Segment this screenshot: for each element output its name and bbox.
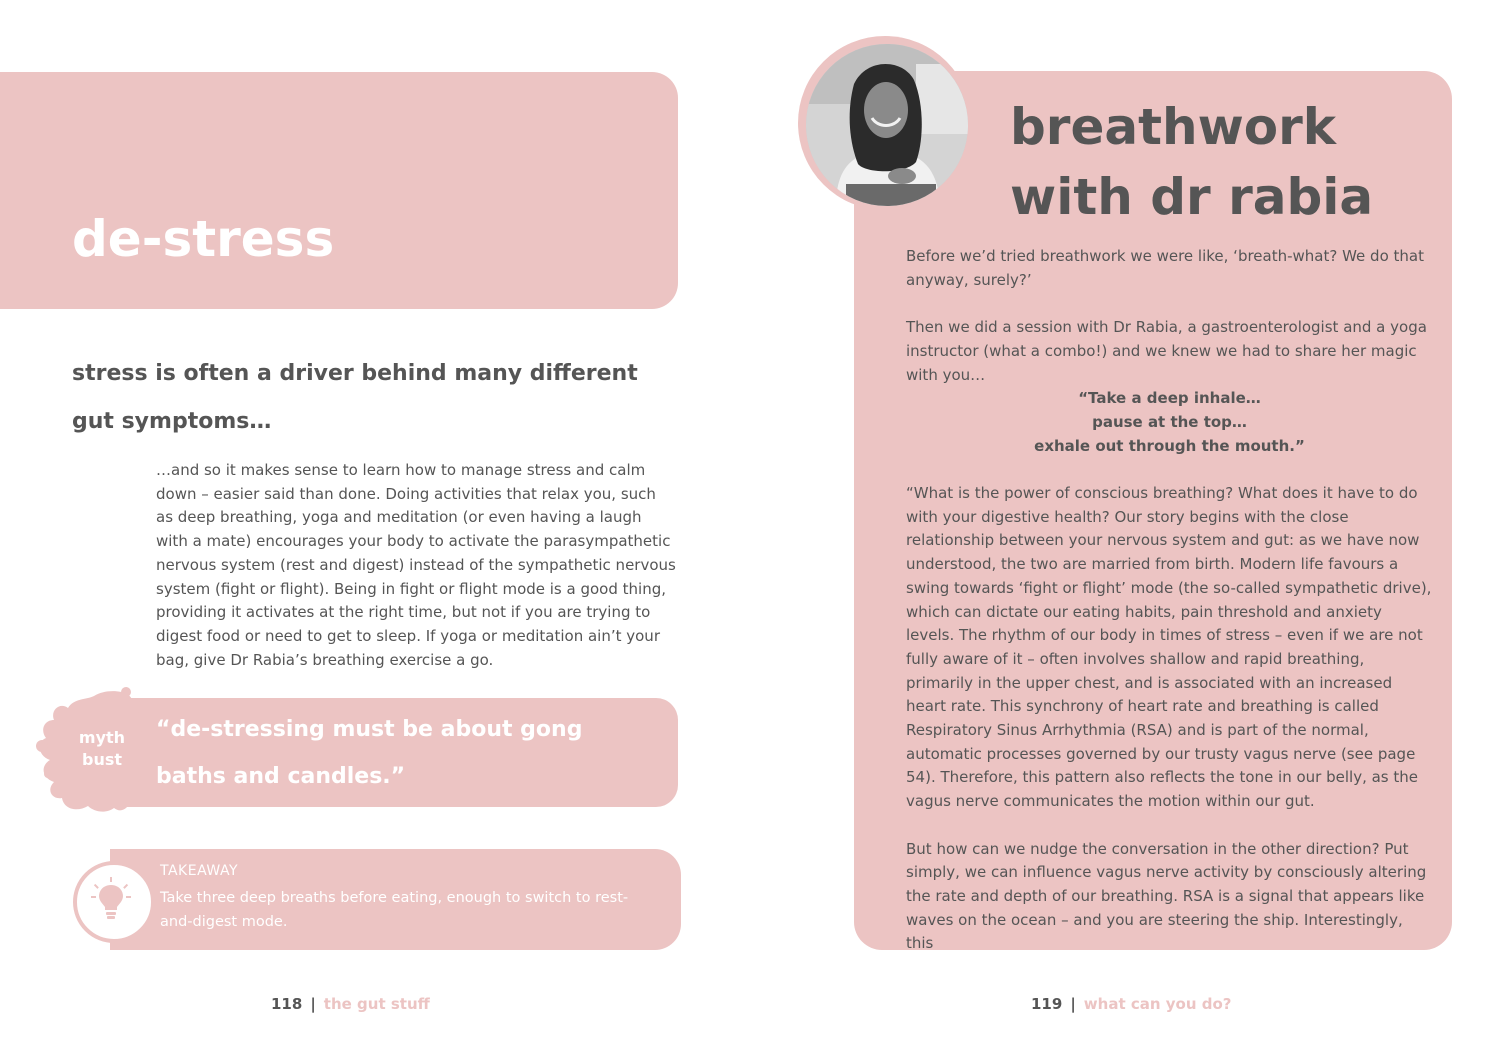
footer-separator: | xyxy=(1070,995,1076,1013)
subheading: stress is often a driver behind many different gut symptoms… xyxy=(72,361,638,434)
footer-section: the gut stuff xyxy=(323,995,430,1013)
portrait-photo xyxy=(806,44,968,206)
page-number: 118 xyxy=(271,995,303,1013)
title-banner xyxy=(0,72,678,309)
breathing-quote xyxy=(906,387,1433,458)
paragraph-2: Then we did a session with Dr Rabia, a gastroenterologist and a yoga instructor (what a combo!) and we knew we had to share her magic with you… xyxy=(906,318,1427,384)
section-title xyxy=(1010,92,1373,232)
myth-label: myth xyxy=(78,728,126,747)
page-number: 119 xyxy=(1031,995,1063,1013)
footer-left xyxy=(271,995,430,1013)
title-line-2: with dr rabia xyxy=(1010,168,1374,226)
quote-line-2: pause at the top… xyxy=(1092,412,1247,431)
takeaway-heading: TAKEAWAY xyxy=(160,863,238,879)
myth-quote: “de-stressing must be about gong baths and candles.” xyxy=(156,717,583,789)
page-title: de-stress xyxy=(72,210,335,268)
quote-line-1: “Take a deep inhale… xyxy=(1078,389,1261,408)
footer-right xyxy=(1031,995,1232,1013)
paragraph-4: But how can we nudge the conversation in the other direction? Put simply, we can influence vagus nerve activity by consciously altering the rate and depth of our breathing. RSA is a signal that appears like waves on the ocean – and you are steering the ship. Interestingly, this xyxy=(906,839,1427,953)
paragraph-1: Before we’d tried breathwork we were like, ‘breath-what? We do that anyway, surely?’ xyxy=(906,247,1424,289)
right-page xyxy=(750,0,1500,1062)
myth-bust-badge xyxy=(62,727,142,771)
intro-paragraph: …and so it makes sense to learn how to manage stress and calm down – easier said than done. Doing activities that relax you, such as deep breathing, yoga and meditation (or even having a laugh with a mate) encourages your body to activate the parasympathetic nervous system (rest and digest) instead of the sympathetic nervous system (fight or flight). Being in fight or flight mode is a good thing, providing it activates at the right time, but not if you are trying to digest food or need to get to sleep. If yoga or meditation ain’t your bag, give Dr Rabia’s breathing exercise a go. xyxy=(156,461,676,669)
footer-separator: | xyxy=(310,995,316,1013)
takeaway-text: Take three deep breaths before eating, enough to switch to rest-and-digest mode. xyxy=(160,890,629,930)
article-body xyxy=(906,245,1433,980)
paragraph-3: “What is the power of conscious breathing? What does it have to do with your digestive health? Our story begins with the close relationship between your nervous system and gut: as we have now understood, the two are married from birth. Modern life favours a swing towards ‘fight or flight’ mode (the so-called sympathetic drive), which can dictate our eating habits, pain threshold and anxiety levels. The rhythm of our body in times of stress – even if we are not fully aware of it – often involves shallow and rapid breathing, primarily in the upper chest, and is associated with an increased heart rate. This synchrony of heart rate and breathing is called Respiratory Sinus Arrhythmia (RSA) and is part of the normal, automatic processes governed by our trusty vagus nerve (see page 54). Therefore, this pattern also reflects the tone in our belly, as the vagus nerve communicates the motion within our gut. xyxy=(906,484,1432,811)
title-line-1: breathwork xyxy=(1010,98,1337,156)
portrait-illustration xyxy=(806,44,968,206)
quote-line-3: exhale out through the mouth.” xyxy=(1034,436,1305,455)
bust-label: bust xyxy=(81,750,122,769)
footer-section: what can you do? xyxy=(1083,995,1232,1013)
lightbulb-icon xyxy=(91,877,131,921)
